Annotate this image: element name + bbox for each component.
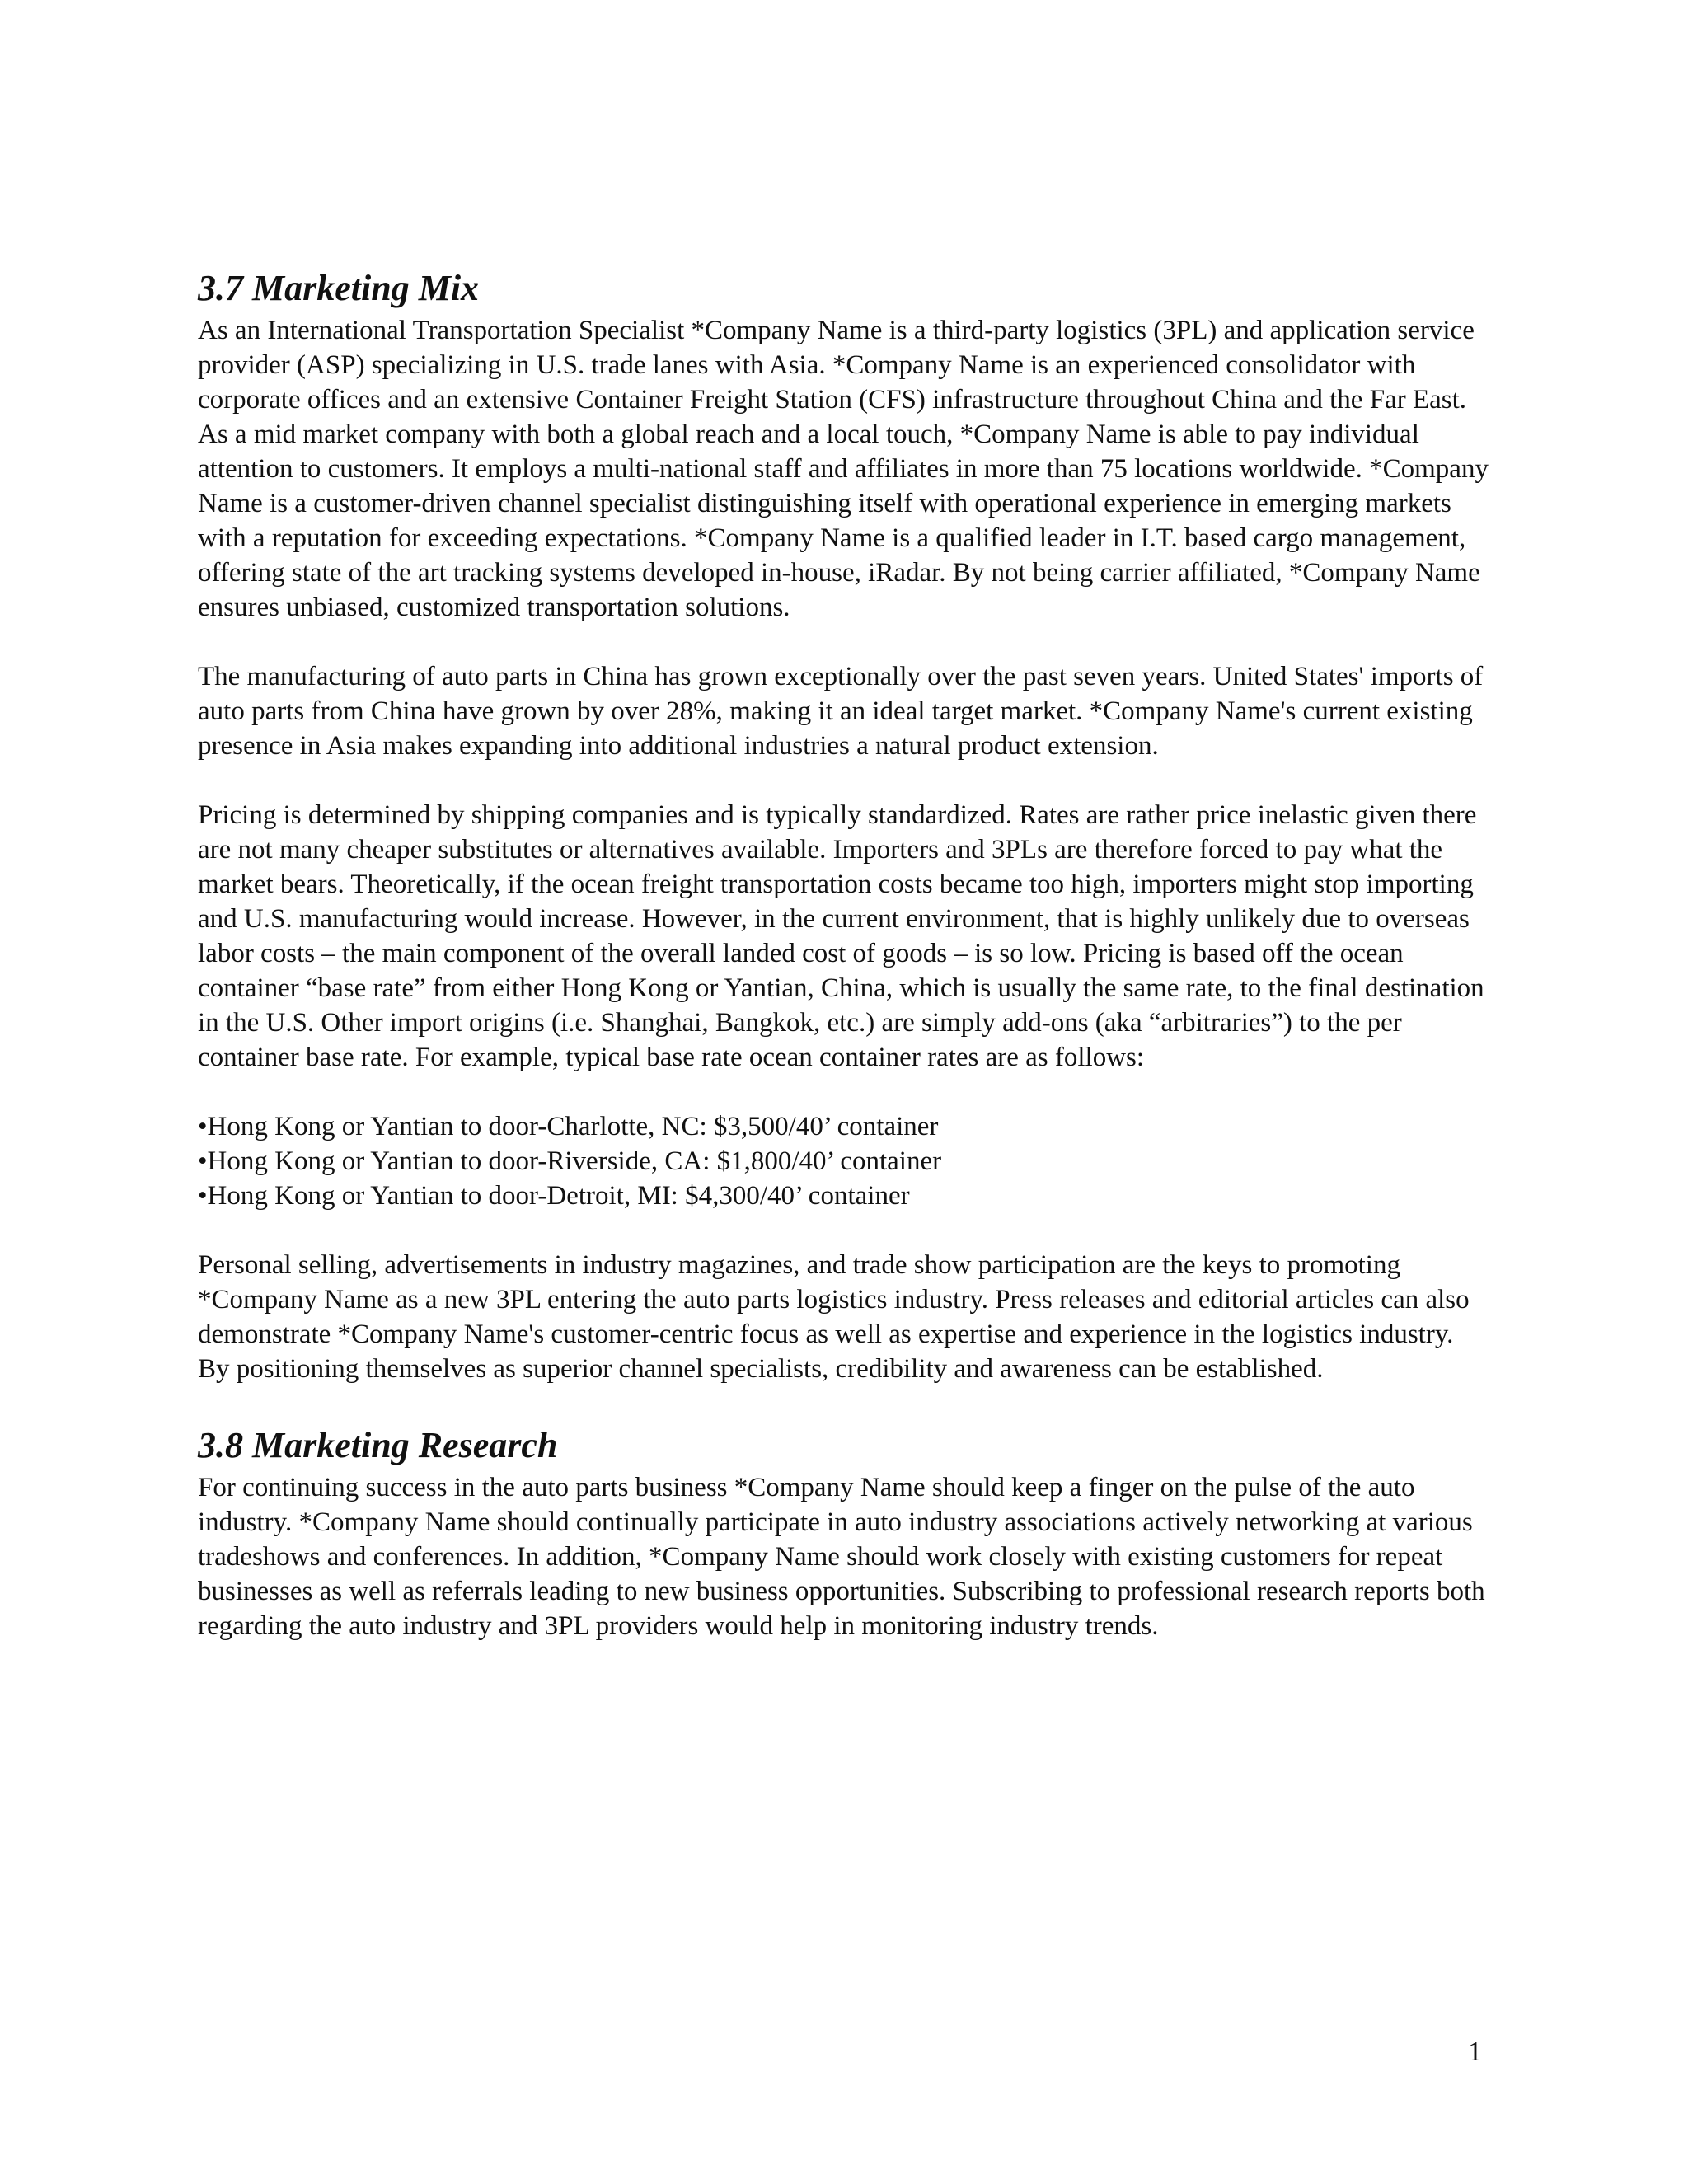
section-heading-marketing-mix: 3.7 Marketing Mix [198, 268, 480, 308]
page-content [198, 264, 1490, 1678]
list-item: •Hong Kong or Yantian to door-Charlotte, NC: $3,500/40’ container [198, 1112, 939, 1141]
page-number: 1 [1468, 2036, 1482, 2067]
paragraph-promotion: Personal selling, advertisements in industry magazines, and trade show participation are the keys to promoting *Company Name as a new 3PL entering the auto parts logistics industry. Press releases and editorial articles can also demonstrate *Company Name's customer-centric focus as well as expertise and experience in the logistics industry. By positioning themselves as superior channel specialists, credibility and awareness can be established. [198, 1250, 1470, 1384]
list-item: •Hong Kong or Yantian to door-Detroit, MI: $4,300/40’ container [198, 1181, 910, 1211]
list-item: •Hong Kong or Yantian to door-Riverside, CA: $1,800/40’ container [198, 1146, 942, 1176]
rates-list [198, 1109, 1490, 1213]
paragraph-auto-parts-market: The manufacturing of auto parts in China has grown exceptionally over the past seven years. United States' imports of auto parts from China have grown by over 28%, making it an ideal target market. *Company Name's current existing presence in Asia makes expanding into additional industries a natural product extension. [198, 662, 1484, 761]
paragraph-pricing: Pricing is determined by shipping companies and is typically standardized. Rates are rather price inelastic given there are not many cheaper substitutes or alternatives available. Importers and 3PLs are therefore forced to pay what the market bears. Theoretically, if the ocean freight transportation costs became too high, importers might stop importing and U.S. manufacturing would increase. However, in the current environment, that is highly unlikely due to overseas labor costs – the main component of the overall landed cost of goods – is so low. Pricing is based off the ocean container “base rate” from either Hong Kong or Yantian, China, which is usually the same rate, to the final destination in the U.S. Other import origins (i.e. Shanghai, Bangkok, etc.) are simply add-ons (aka “arbitraries”) to the per container base rate. For example, typical base rate ocean container rates are as follows: [198, 800, 1484, 1072]
section-heading-marketing-research: 3.8 Marketing Research [198, 1425, 558, 1465]
paragraph-marketing-research: For continuing success in the auto parts business *Company Name should keep a finger on the pulse of the auto industry. *Company Name should continually participate in auto industry associations actively networking at various tradeshows and conferences. In addition, *Company Name should work closely with existing customers for repeat businesses as well as referrals leading to new business opportunities. Subscribing to professional research reports both regarding the auto industry and 3PL providers would help in monitoring industry trends. [198, 1473, 1485, 1641]
paragraph-company-overview: As an International Transportation Specialist *Company Name is a third-party logistics (3PL) and application service provider (ASP) specializing in U.S. trade lanes with Asia. *Company Name is an experienced consolidator with corporate offices and an extensive Container Freight Station (CFS) infrastructure throughout China and the Far East. As a mid market company with both a global reach and a local touch, *Company Name is able to pay individual attention to customers. It employs a multi-national staff and affiliates in more than 75 locations worldwide. *Company Name is a customer-driven channel specialist distinguishing itself with operational experience in emerging markets with a reputation for exceeding expectations. *Company Name is a qualified leader in I.T. based cargo management, offering state of the art tracking systems developed in-house, iRadar. By not being carrier affiliated, *Company Name ensures unbiased, customized transportation solutions. [198, 316, 1489, 622]
